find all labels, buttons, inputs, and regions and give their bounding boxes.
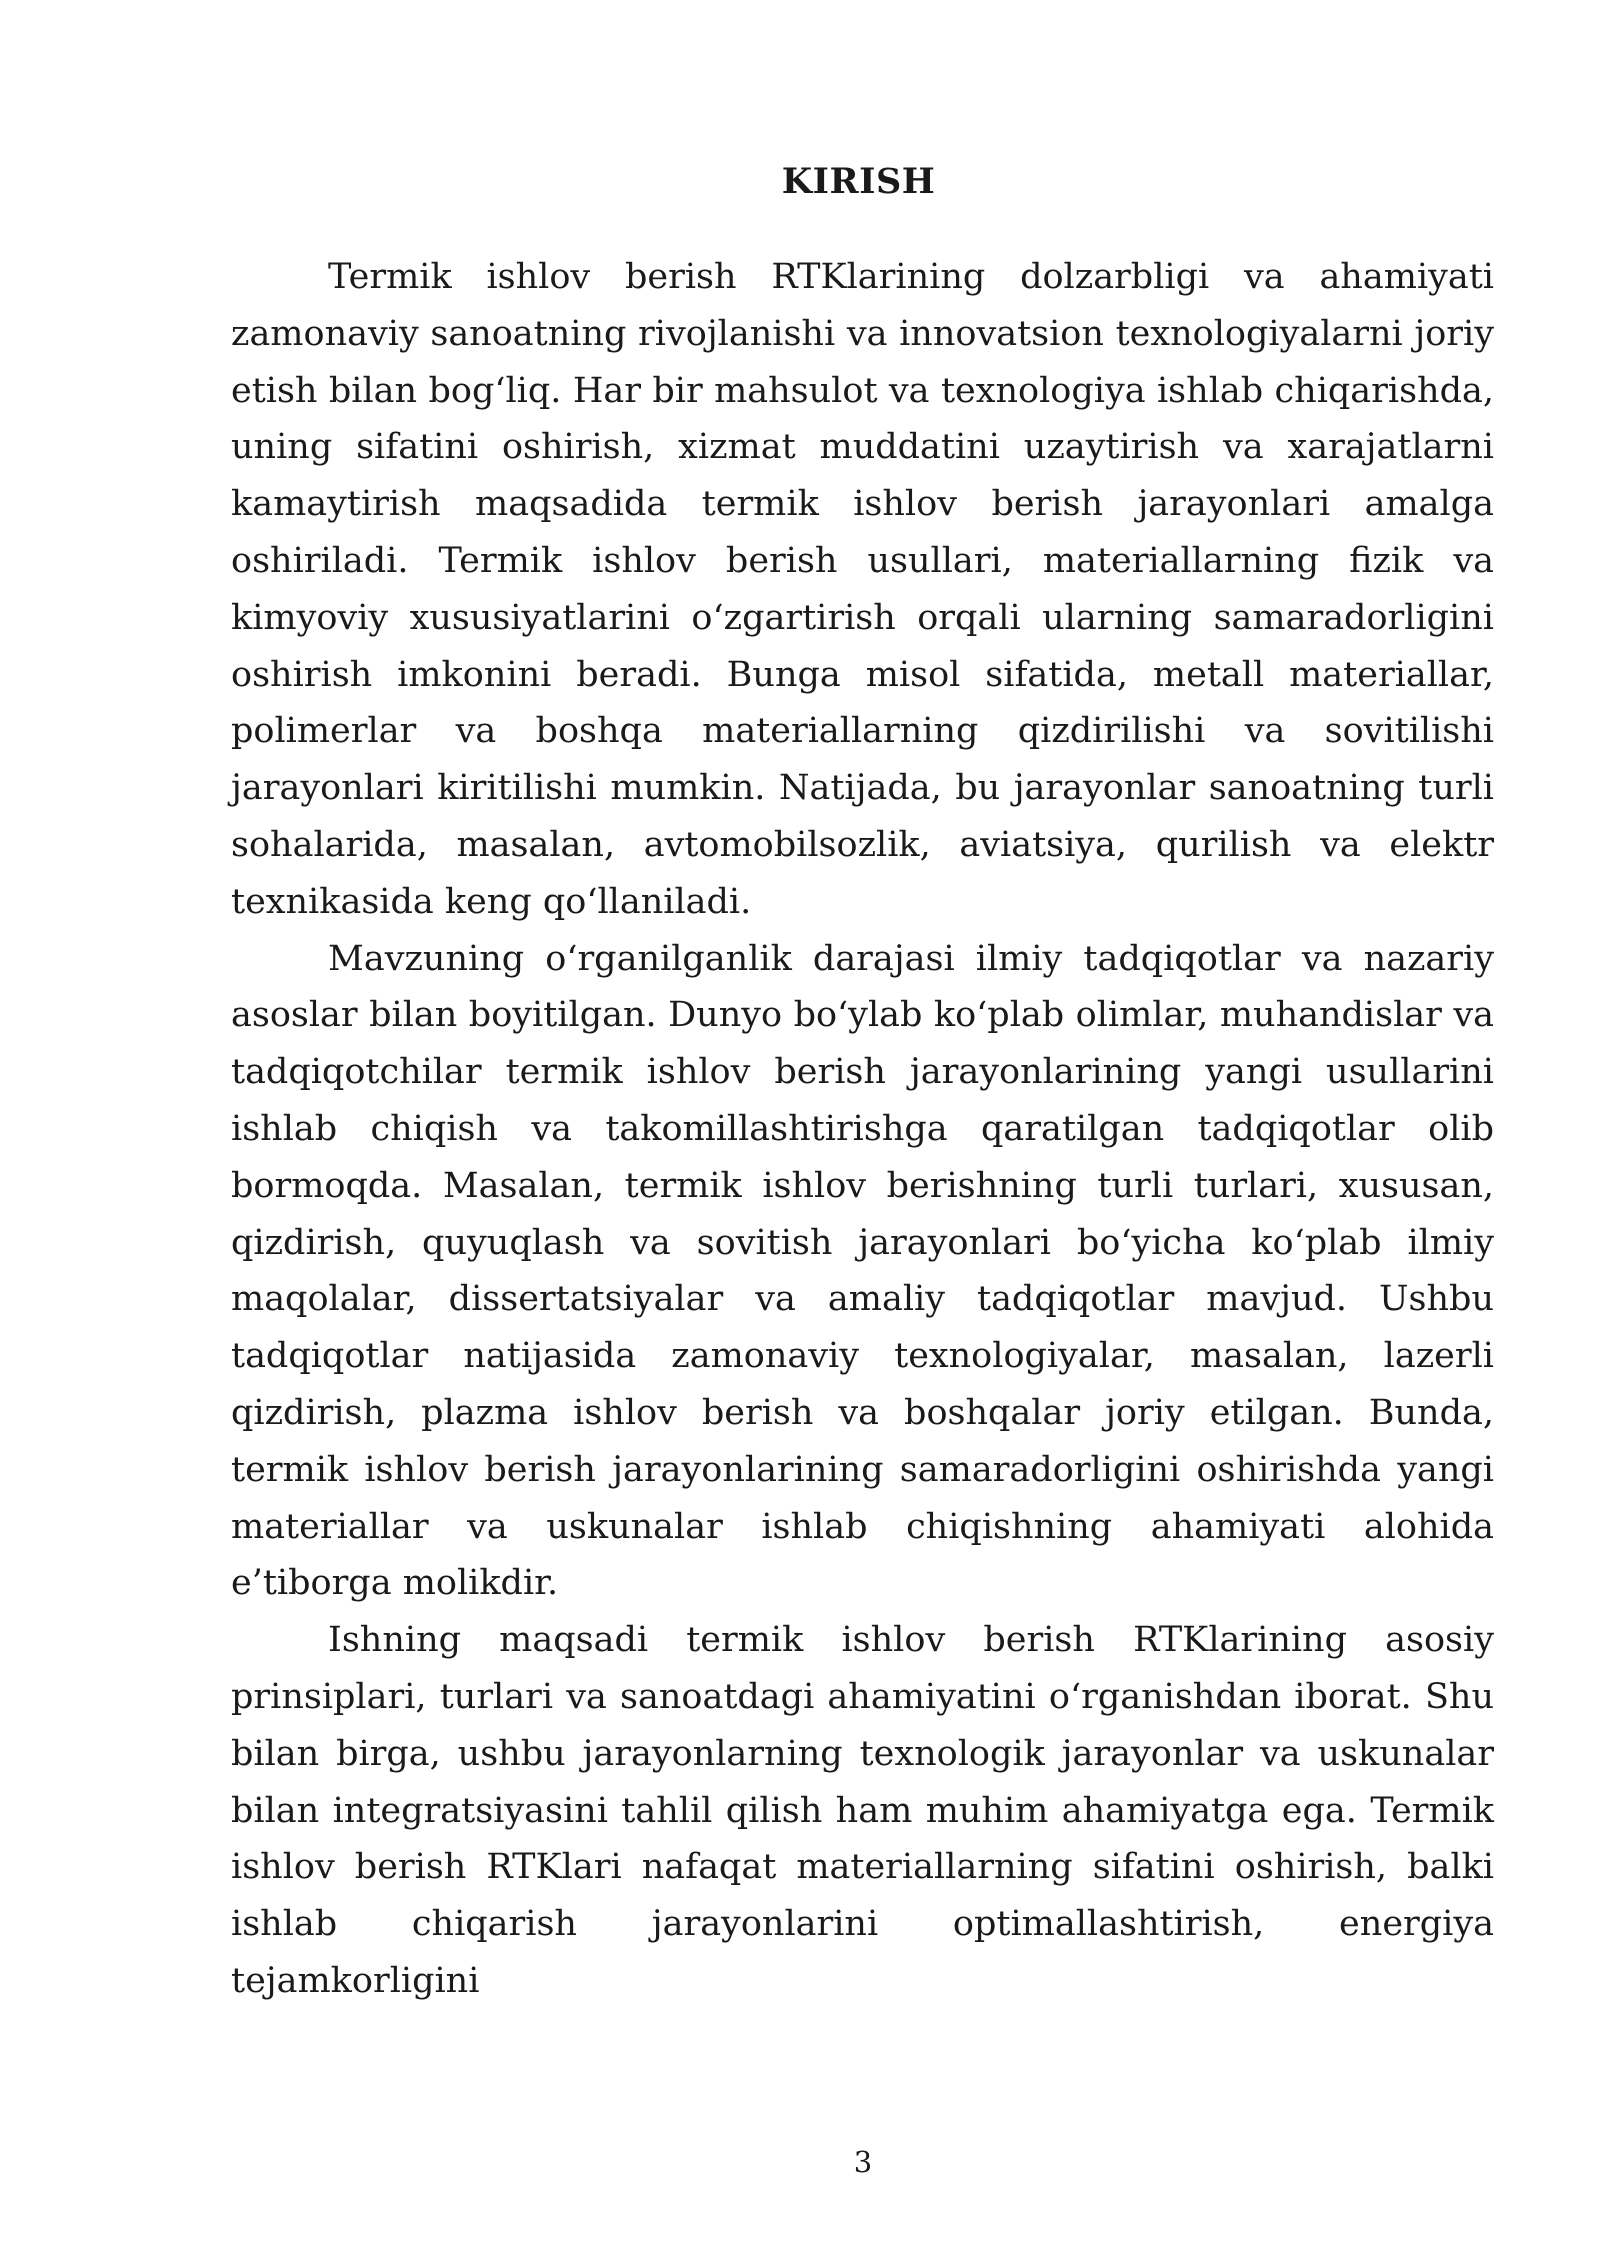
paragraph-objective: Ishning maqsadi termik ishlov berish RTKlarining asosiy prinsiplari, turlari va sanoatdagi ahamiyatini o‘rganishdan iborat. Shu bilan birga, ushbu jarayonlarning texnologik jarayonlar va uskunalar bilan integratsiyasini tahlil qilish ham muhim ahamiyatga ega. Termik ishlov berish RTKlari nafaqat materiallarning sifatini oshirish, balki ishlab chiqarish jarayonlarini optimallashtirish, energiya tejamkorligini [231,1620,1494,2001]
paragraph-relevance: Termik ishlov berish RTKlarining dolzarbligi va ahamiyati zamonaviy sanoatning rivojlanishi va innovatsion texnologiyalarni joriy etish bilan bog‘liq. Har bir mahsulot va texnologiya ishlab chiqarishda, uning sifatini oshirish, xizmat muddatini uzaytirish va xarajatlarni kamaytirish maqsadida termik ishlov berish jarayonlari amalga oshiriladi. Termik ishlov berish usullari, materiallarning fizik va kimyoviy xususiyatlarini o‘zgartirish orqali ularning samaradorligini oshirish imkonini beradi. Bunga misol sifatida, metall materiallar, polimerlar va boshqa materiallarning qizdirilishi va sovitilishi jarayonlari kiritilishi mumkin. Natijada, bu jarayonlar sanoatning turli sohalarida, masalan, avtomobilsozlik, aviatsiya, qurilish va elektr texnikasida keng qo‘llaniladi. [231,257,1494,922]
body-text [231,249,1494,2010]
page-number: 3 [853,2145,873,2179]
section-heading: KIRISH [781,161,936,202]
paragraph-study-degree: Mavzuning o‘rganilganlik darajasi ilmiy tadqiqotlar va nazariy asoslar bilan boyitilgan. Dunyo bo‘ylab ko‘plab olimlar, muhandislar va tadqiqotchilar termik ishlov berish jarayonlarining yangi usullarini ishlab chiqish va takomillashtirishga qaratilgan tadqiqotlar olib bormoqda. Masalan, termik ishlov berishning turli turlari, xususan, qizdirish, quyuqlash va sovitish jarayonlari bo‘yicha ko‘plab ilmiy maqolalar, dissertatsiyalar va amaliy tadqiqotlar mavjud. Ushbu tadqiqotlar natijasida zamonaviy texnologiyalar, masalan, lazerli qizdirish, plazma ishlov berish va boshqalar joriy etilgan. Bunda, termik ishlov berish jarayonlarining samaradorligini oshirishda yangi materiallar va uskunalar ishlab chiqishning ahamiyati alohida e’tiborga molikdir. [231,938,1494,1604]
